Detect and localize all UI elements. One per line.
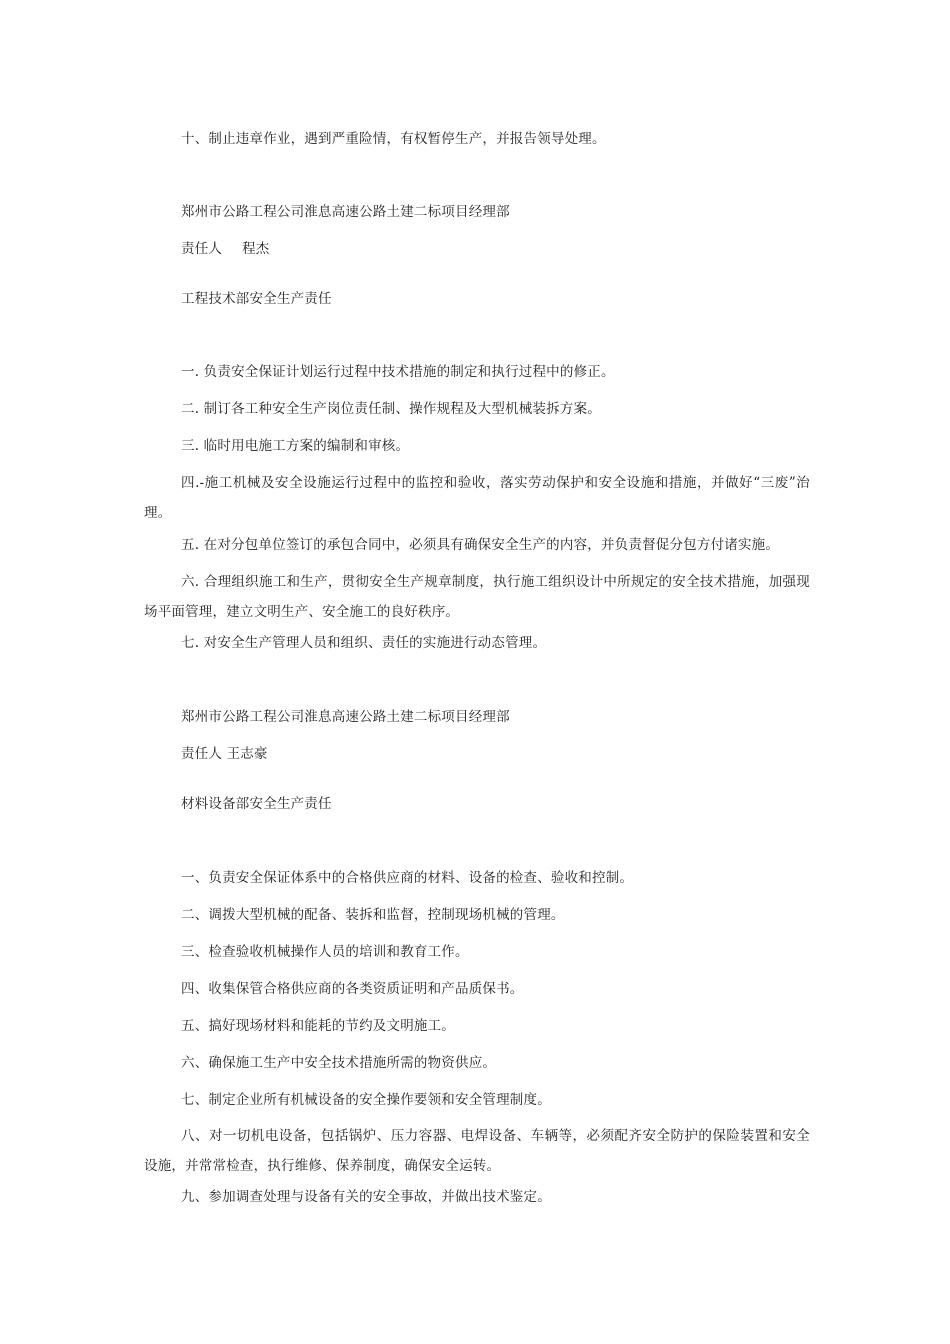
list-item: 一. 负责安全保证计划运行过程中技术措施的制定和执行过程中的修正。 [181, 364, 615, 380]
responsible-name: 程杰 [242, 241, 270, 257]
list-item: 七. 对安全生产管理人员和组织、责任的实施进行动态管理。 [181, 635, 547, 651]
list-item: 六、确保施工生产中安全技术措施所需的物资供应。 [181, 1055, 497, 1071]
section-title: 材料设备部安全生产责任 [181, 796, 332, 812]
list-item: 三. 临时用电施工方案的编制和审核。 [181, 438, 410, 454]
org-name: 郑州市公路工程公司淮息高速公路土建二标项目经理部 [181, 204, 510, 220]
responsible-person: 责任人 王志豪 [181, 746, 268, 762]
section-title: 工程技术部安全生产责任 [181, 291, 332, 307]
list-item: 七、制定企业所有机械设备的安全操作要领和安全管理制度。 [181, 1092, 551, 1108]
responsible-person [181, 240, 270, 258]
list-item: 五. 在对分包单位签订的承包合同中，必须具有确保安全生产的内容，并负责督促分包方付诸实施。 [181, 537, 780, 553]
item-10: 十、制止违章作业，遇到严重险情，有权暂停生产，并报告领导处理。 [181, 131, 606, 147]
org-name: 郑州市公路工程公司淮息高速公路土建二标项目经理部 [181, 709, 510, 725]
list-item: 二. 制订各工种安全生产岗位责任制、操作规程及大型机械装拆方案。 [181, 401, 601, 417]
list-item: 二、调拨大型机械的配备、装拆和监督，控制现场机械的管理。 [181, 907, 565, 923]
list-item: 四、收集保管合格供应商的各类资质证明和产品质保书。 [181, 981, 524, 997]
list-item: 四.-施工机械及安全设施运行过程中的监控和验收，落实劳动保护和安全设施和措施，并做好“三废”治理。 [144, 475, 810, 521]
list-item: 三、检查验收机械操作人员的培训和教育工作。 [181, 944, 469, 960]
responsible-label: 责任人 [181, 241, 223, 257]
list-item: 九、参加调查处理与设备有关的安全事故，并做出技术鉴定。 [181, 1189, 551, 1205]
list-item: 一、负责安全保证体系中的合格供应商的材料、设备的检查、验收和控制。 [181, 870, 634, 886]
list-item: 六. 合理组织施工和生产，贯彻安全生产规章制度，执行施工组织设计中所规定的安全技术措施，加强现场平面管理，建立文明生产、安全施工的良好秩序。 [144, 574, 810, 620]
list-item: 五、搞好现场材料和能耗的节约及文明施工。 [181, 1018, 455, 1034]
list-item: 八、对一切机电设备，包括锅炉、压力容器、电焊设备、车辆等，必须配齐安全防护的保险装置和安全设施，并常常检查，执行维修、保养制度，确保安全运转。 [144, 1128, 810, 1174]
